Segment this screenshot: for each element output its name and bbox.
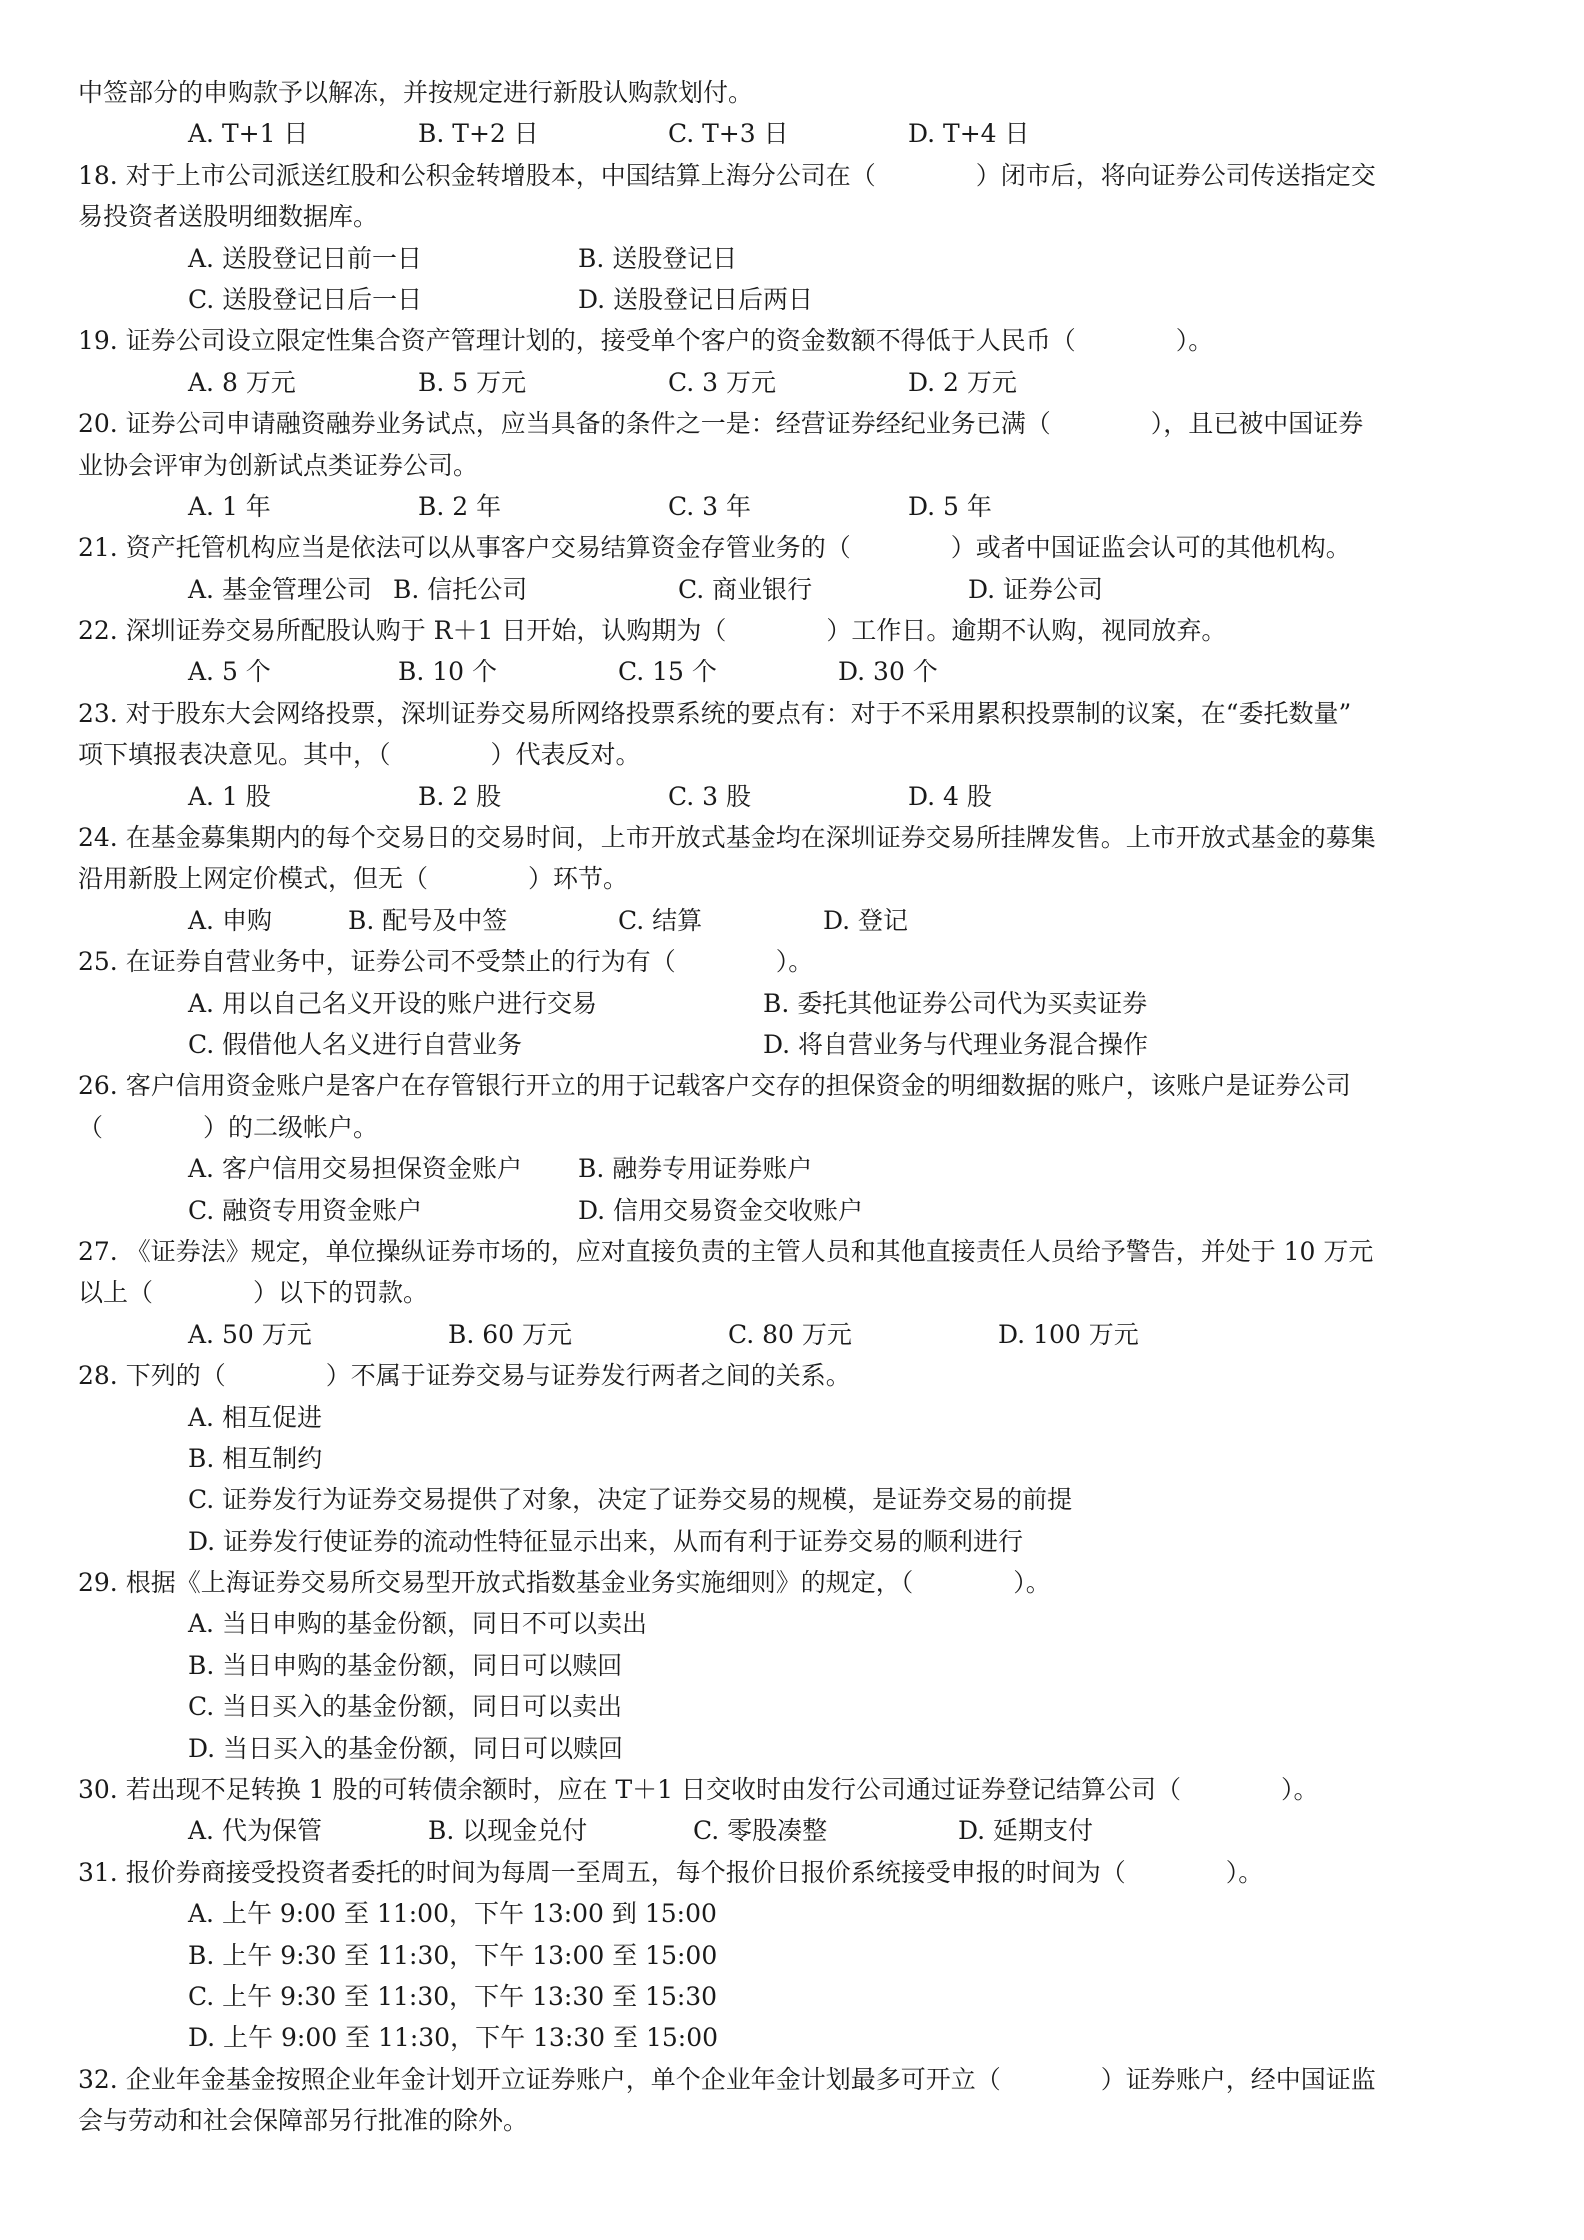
q30-stem-line: 30. 若出现不足转换 1 股的可转债余额时，应在 T＋1 日交收时由发行公司通过证券登记结算公司（ ）。 (78, 1775, 1319, 1805)
q20-option-b: B. 2 年 (418, 491, 502, 521)
q25-options (78, 983, 1506, 1024)
q32-stem-line: 会与劳动和社会保障部另行批准的除外。 (78, 2106, 529, 2136)
q30-option-c: C. 零股凑整 (693, 1816, 828, 1846)
q23-options (78, 776, 1506, 817)
q26-options (78, 1148, 1506, 1189)
q28-option-line: B. 相互制约 (188, 1443, 323, 1473)
q25-options (78, 1024, 1506, 1065)
q18-option-b: D. 送股登记日后两日 (578, 284, 814, 314)
q27-option-d: D. 100 万元 (998, 1319, 1139, 1349)
q18-option-b: B. 送股登记日 (578, 243, 738, 273)
q31-stem-line: 31. 报价券商接受投资者委托的时间为每周一至周五，每个报价日报价系统接受申报的时间为（ ）。 (78, 1857, 1264, 1887)
q24-options (78, 900, 1506, 941)
q20-option-d: D. 5 年 (908, 491, 992, 521)
q27-stem-line: 27. 《证券法》规定，单位操纵证券市场的，应对直接负责的主管人员和其他直接责任人员给予警告，并处于 10 万元 (78, 1236, 1374, 1266)
q31-option-line: C. 上午 9:30 至 11:30，下午 13:30 至 15:30 (188, 1981, 718, 2011)
q20-stem-line: 20. 证券公司申请融资融券业务试点，应当具备的条件之一是：经营证券经纪业务已满（ ），且已被中国证券 (78, 409, 1364, 439)
q23-option-c: C. 3 股 (668, 781, 751, 811)
q23-option-a: A. 1 股 (188, 781, 271, 811)
q18-option-a: C. 送股登记日后一日 (188, 284, 423, 314)
q18-options (78, 238, 1506, 279)
q32-stem-line: 32. 企业年金基金按照企业年金计划开立证券账户，单个企业年金计划最多可开立（ ）证券账户，经中国证监 (78, 2064, 1376, 2094)
q23-option-d: D. 4 股 (908, 781, 992, 811)
q24-option-c: C. 结算 (618, 905, 703, 935)
q28-option-line: C. 证券发行为证券交易提供了对象，决定了证券交易的规模，是证券交易的前提 (188, 1485, 1073, 1515)
q29-option-line: D. 当日买入的基金份额，同日可以赎回 (188, 1733, 624, 1763)
q20-option-a: A. 1 年 (188, 491, 271, 521)
q25-stem-line: 25. 在证券自营业务中，证券公司不受禁止的行为有（ ）。 (78, 947, 814, 977)
q19-option-d: D. 2 万元 (908, 367, 1017, 397)
q22-option-d: D. 30 个 (838, 657, 938, 687)
q25-option-a: C. 假借他人名义进行自营业务 (188, 1029, 523, 1059)
q22-options (78, 651, 1506, 692)
q27-option-a: A. 50 万元 (188, 1319, 312, 1349)
q21-option-c: C. 商业银行 (678, 574, 813, 604)
q28-option-line: A. 相互促进 (188, 1402, 322, 1432)
q24-stem-line: 24. 在基金募集期内的每个交易日的交易时间，上市开放式基金均在深圳证券交易所挂牌发售。上市开放式基金的募集 (78, 823, 1376, 853)
q18-stem-line: 易投资者送股明细数据库。 (78, 202, 379, 232)
q17-options (78, 113, 1506, 154)
q22-option-b: B. 10 个 (398, 657, 498, 687)
q20-option-c: C. 3 年 (668, 491, 751, 521)
q31-option-line: D. 上午 9:00 至 11:30，下午 13:30 至 15:00 (188, 2023, 719, 2053)
q29-option-line: A. 当日申购的基金份额，同日不可以卖出 (188, 1609, 647, 1639)
q18-stem-line: 18. 对于上市公司派送红股和公积金转增股本，中国结算上海分公司在（ ）闭市后，将向证券公司传送指定交 (78, 160, 1376, 190)
q18-option-a: A. 送股登记日前一日 (188, 243, 422, 273)
q24-option-d: D. 登记 (823, 905, 909, 935)
q26-stem-line: （ ）的二级帐户。 (78, 1112, 379, 1142)
q23-stem-line: 23. 对于股东大会网络投票，深圳证券交易所网络投票系统的要点有：对于不采用累积投票制的议案，在“委托数量” (78, 698, 1352, 728)
q25-option-b: D. 将自营业务与代理业务混合操作 (763, 1029, 1149, 1059)
q26-option-a: C. 融资专用资金账户 (188, 1195, 423, 1225)
q28-option-line: D. 证券发行使证券的流动性特征显示出来，从而有利于证券交易的顺利进行 (188, 1526, 1024, 1556)
q22-option-a: A. 5 个 (188, 657, 271, 687)
q22-stem-line: 22. 深圳证券交易所配股认购于 R＋1 日开始，认购期为（ ）工作日。逾期不认购，视同放弃。 (78, 616, 1227, 646)
q19-option-a: A. 8 万元 (188, 367, 296, 397)
q26-option-a: A. 客户信用交易担保资金账户 (188, 1154, 522, 1184)
q17-option-b: B. T+2 日 (418, 119, 539, 149)
q27-option-c: C. 80 万元 (728, 1319, 852, 1349)
q25-option-a: A. 用以自己名义开设的账户进行交易 (188, 988, 597, 1018)
q26-stem-line: 26. 客户信用资金账户是客户在存管银行开立的用于记载客户交存的担保资金的明细数据的账户，该账户是证券公司 (78, 1071, 1351, 1101)
q26-options (78, 1190, 1506, 1231)
q19-option-b: B. 5 万元 (418, 367, 527, 397)
q30-options (78, 1810, 1506, 1851)
q26-option-b: B. 融券专用证券账户 (578, 1154, 813, 1184)
q21-stem-line: 21. 资产托管机构应当是依法可以从事客户交易结算资金存管业务的（ ）或者中国证监会认可的其他机构。 (78, 533, 1351, 563)
q23-option-b: B. 2 股 (418, 781, 502, 811)
q24-option-a: A. 申购 (188, 905, 272, 935)
q29-option-line: B. 当日申购的基金份额，同日可以赎回 (188, 1650, 623, 1680)
q30-option-a: A. 代为保管 (188, 1816, 322, 1846)
q20-options (78, 486, 1506, 527)
q31-option-line: B. 上午 9:30 至 11:30，下午 13:00 至 15:00 (188, 1940, 718, 1970)
q24-stem-line: 沿用新股上网定价模式，但无（ ）环节。 (78, 864, 629, 894)
q27-option-b: B. 60 万元 (448, 1319, 573, 1349)
q19-option-c: C. 3 万元 (668, 367, 776, 397)
q25-option-b: B. 委托其他证券公司代为买卖证券 (763, 988, 1148, 1018)
q31-option-line: A. 上午 9:00 至 11:00，下午 13:00 到 15:00 (188, 1899, 717, 1929)
q21-options (78, 569, 1506, 610)
q29-stem-line: 29. 根据《上海证券交易所交易型开放式指数基金业务实施细则》的规定，（ ）。 (78, 1568, 1051, 1598)
q21-option-b: B. 信托公司 (393, 574, 528, 604)
q23-stem-line: 项下填报表决意见。其中，（ ）代表反对。 (78, 740, 641, 770)
q26-option-b: D. 信用交易资金交收账户 (578, 1195, 864, 1225)
q17-option-c: C. T+3 日 (668, 119, 789, 149)
q30-option-b: B. 以现金兑付 (428, 1816, 588, 1846)
q27-options (78, 1314, 1506, 1355)
q22-option-c: C. 15 个 (618, 657, 717, 687)
q28-stem-line: 28. 下列的（ ）不属于证券交易与证券发行两者之间的关系。 (78, 1361, 851, 1391)
q30-option-d: D. 延期支付 (958, 1816, 1094, 1846)
q21-option-a: A. 基金管理公司 (188, 574, 372, 604)
q17-option-a: A. T+1 日 (188, 119, 309, 149)
q27-stem-line: 以上（ ）以下的罚款。 (78, 1278, 429, 1308)
q17-stem-line: 中签部分的申购款予以解冻，并按规定进行新股认购款划付。 (78, 78, 754, 107)
q21-option-d: D. 证券公司 (968, 574, 1104, 604)
q29-option-line: C. 当日买入的基金份额，同日可以卖出 (188, 1692, 623, 1722)
q20-stem-line: 业协会评审为创新试点类证券公司。 (78, 450, 479, 480)
q24-option-b: B. 配号及中签 (348, 905, 508, 935)
q18-options (78, 279, 1506, 320)
q17-option-d: D. T+4 日 (908, 119, 1030, 149)
q19-stem-line: 19. 证券公司设立限定性集合资产管理计划的，接受单个客户的资金数额不得低于人民币（ ）。 (78, 326, 1214, 356)
q19-options (78, 362, 1506, 403)
